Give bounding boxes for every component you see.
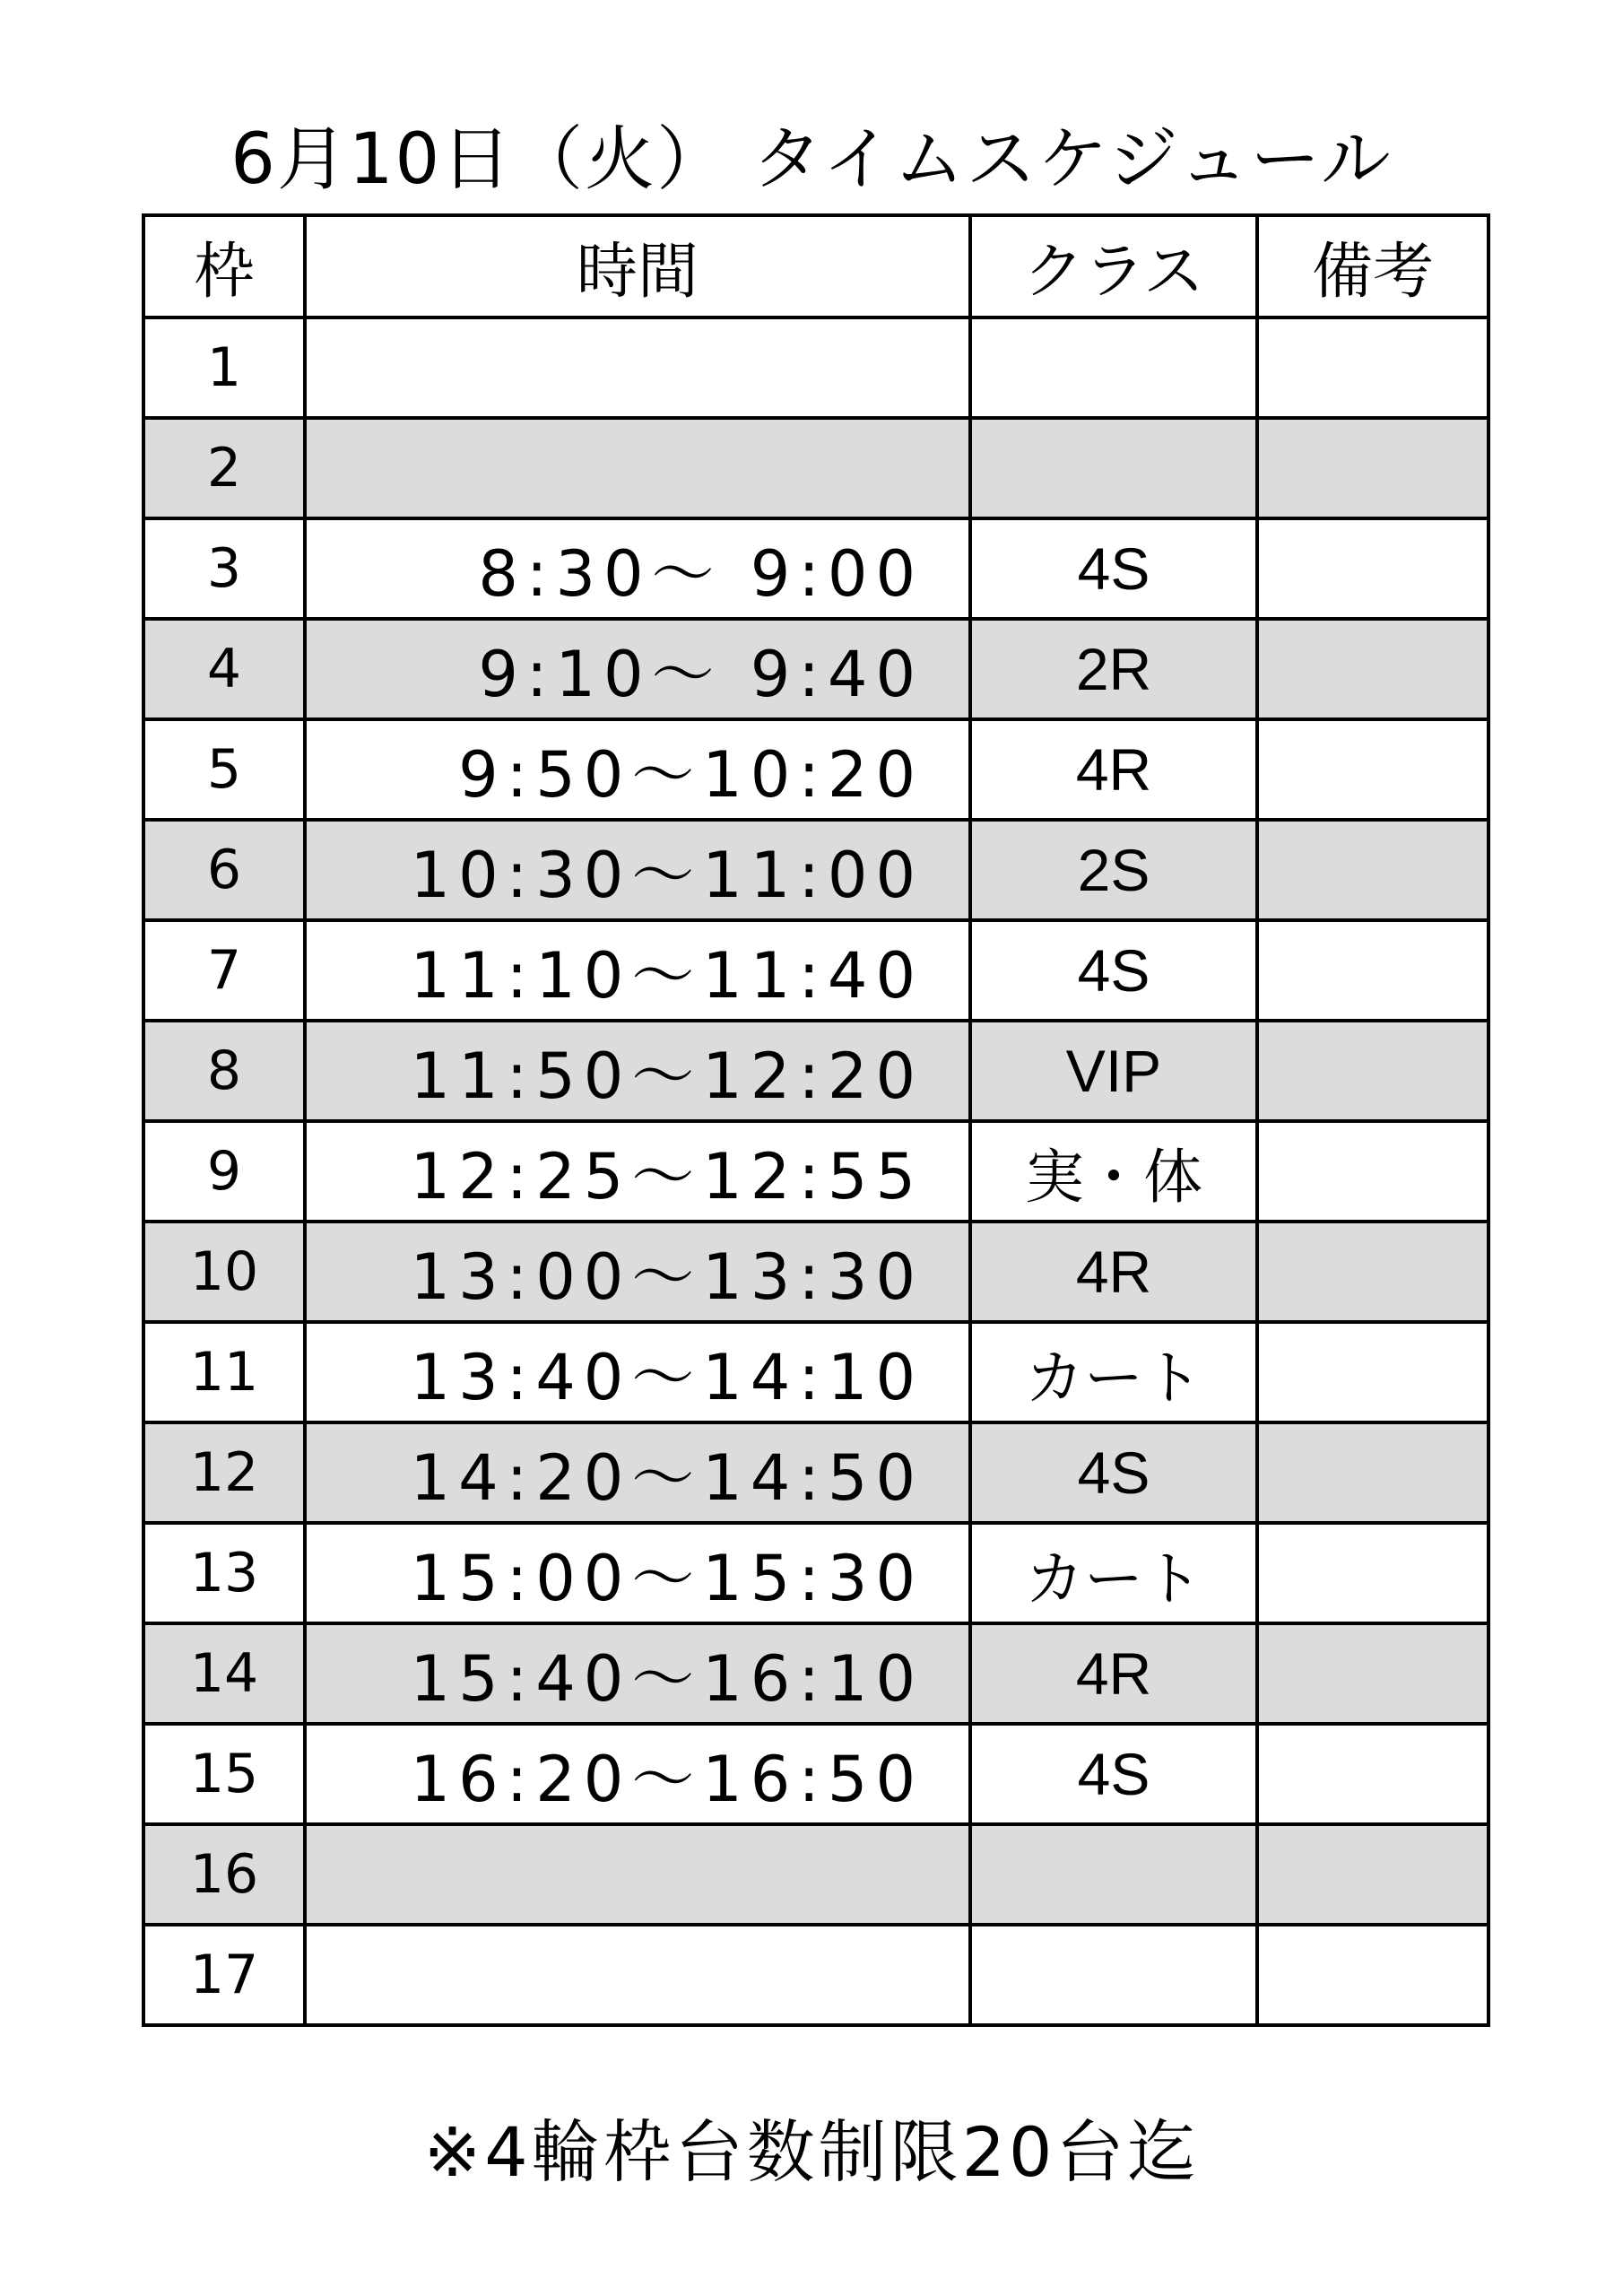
- frame-number-cell: 8: [143, 1021, 305, 1121]
- table-row: [143, 719, 1488, 820]
- note-cell: [1257, 1523, 1488, 1623]
- time-cell: [305, 1925, 970, 2025]
- table-row: [143, 1121, 1488, 1222]
- class-cell: 4R: [970, 719, 1257, 820]
- frame-number-cell: 14: [143, 1623, 305, 1724]
- footnote: ※4輪枠台数制限20台迄: [423, 2112, 1200, 2192]
- note-cell: [1257, 719, 1488, 820]
- table-header-row: [143, 215, 1488, 317]
- class-cell: VIP: [970, 1021, 1257, 1121]
- note-cell: [1257, 518, 1488, 619]
- time-cell: 16:20～16:50: [305, 1724, 970, 1824]
- table-row: [143, 1222, 1488, 1322]
- note-cell: [1257, 1422, 1488, 1523]
- frame-number-cell: 2: [143, 418, 305, 518]
- table-row: [143, 1322, 1488, 1422]
- class-cell: [970, 1824, 1257, 1925]
- frame-number-cell: 3: [143, 518, 305, 619]
- note-cell: [1257, 619, 1488, 719]
- class-cell: [970, 418, 1257, 518]
- frame-number-cell: 13: [143, 1523, 305, 1623]
- note-cell: [1257, 1222, 1488, 1322]
- frame-number-cell: 11: [143, 1322, 305, 1422]
- table-row: [143, 1523, 1488, 1623]
- frame-number-cell: 7: [143, 920, 305, 1021]
- table-row: [143, 418, 1488, 518]
- table-row: [143, 619, 1488, 719]
- time-cell: 8:30～ 9:00: [305, 518, 970, 619]
- table-row: [143, 1021, 1488, 1121]
- time-cell: 9:50～10:20: [305, 719, 970, 820]
- class-cell: 2S: [970, 820, 1257, 920]
- note-cell: [1257, 820, 1488, 920]
- time-cell: 12:25～12:55: [305, 1121, 970, 1222]
- note-cell: [1257, 1322, 1488, 1422]
- frame-number-cell: 5: [143, 719, 305, 820]
- class-cell: 実・体: [970, 1121, 1257, 1222]
- class-cell: 4R: [970, 1623, 1257, 1724]
- frame-number-cell: 15: [143, 1724, 305, 1824]
- class-cell: [970, 1925, 1257, 2025]
- time-cell: 15:00～15:30: [305, 1523, 970, 1623]
- table-row: [143, 1724, 1488, 1824]
- class-cell: 4S: [970, 1724, 1257, 1824]
- frame-number-cell: 17: [143, 1925, 305, 2025]
- time-cell: [305, 418, 970, 518]
- schedule-body: [143, 317, 1488, 2025]
- header-frame: 枠: [143, 215, 305, 317]
- frame-number-cell: 9: [143, 1121, 305, 1222]
- class-cell: 2R: [970, 619, 1257, 719]
- time-cell: 13:40～14:10: [305, 1322, 970, 1422]
- schedule-table: [142, 213, 1490, 2027]
- note-cell: [1257, 1121, 1488, 1222]
- frame-number-cell: 10: [143, 1222, 305, 1322]
- time-cell: 10:30～11:00: [305, 820, 970, 920]
- class-cell: カート: [970, 1322, 1257, 1422]
- table-row: [143, 518, 1488, 619]
- header-class: クラス: [970, 215, 1257, 317]
- header-time: 時間: [305, 215, 970, 317]
- frame-number-cell: 1: [143, 317, 305, 418]
- time-cell: 11:10～11:40: [305, 920, 970, 1021]
- class-cell: カート: [970, 1523, 1257, 1623]
- class-cell: 4S: [970, 920, 1257, 1021]
- time-cell: [305, 317, 970, 418]
- frame-number-cell: 6: [143, 820, 305, 920]
- table-row: [143, 820, 1488, 920]
- table-row: [143, 1824, 1488, 1925]
- table-row: [143, 1623, 1488, 1724]
- class-cell: [970, 317, 1257, 418]
- time-cell: 15:40～16:10: [305, 1623, 970, 1724]
- note-cell: [1257, 1623, 1488, 1724]
- time-cell: 13:00～13:30: [305, 1222, 970, 1322]
- header-note: 備考: [1257, 215, 1488, 317]
- time-cell: 11:50～12:20: [305, 1021, 970, 1121]
- time-cell: [305, 1824, 970, 1925]
- frame-number-cell: 4: [143, 619, 305, 719]
- note-cell: [1257, 1925, 1488, 2025]
- class-cell: 4S: [970, 1422, 1257, 1523]
- time-cell: 9:10～ 9:40: [305, 619, 970, 719]
- note-cell: [1257, 920, 1488, 1021]
- table-row: [143, 920, 1488, 1021]
- note-cell: [1257, 1724, 1488, 1824]
- frame-number-cell: 16: [143, 1824, 305, 1925]
- table-row: [143, 1925, 1488, 2025]
- time-cell: 14:20～14:50: [305, 1422, 970, 1523]
- note-cell: [1257, 1021, 1488, 1121]
- table-row: [143, 317, 1488, 418]
- page-title: 6月10日（火） タイムスケジュール: [230, 119, 1393, 200]
- frame-number-cell: 12: [143, 1422, 305, 1523]
- table-row: [143, 1422, 1488, 1523]
- note-cell: [1257, 1824, 1488, 1925]
- note-cell: [1257, 317, 1488, 418]
- class-cell: 4S: [970, 518, 1257, 619]
- note-cell: [1257, 418, 1488, 518]
- class-cell: 4R: [970, 1222, 1257, 1322]
